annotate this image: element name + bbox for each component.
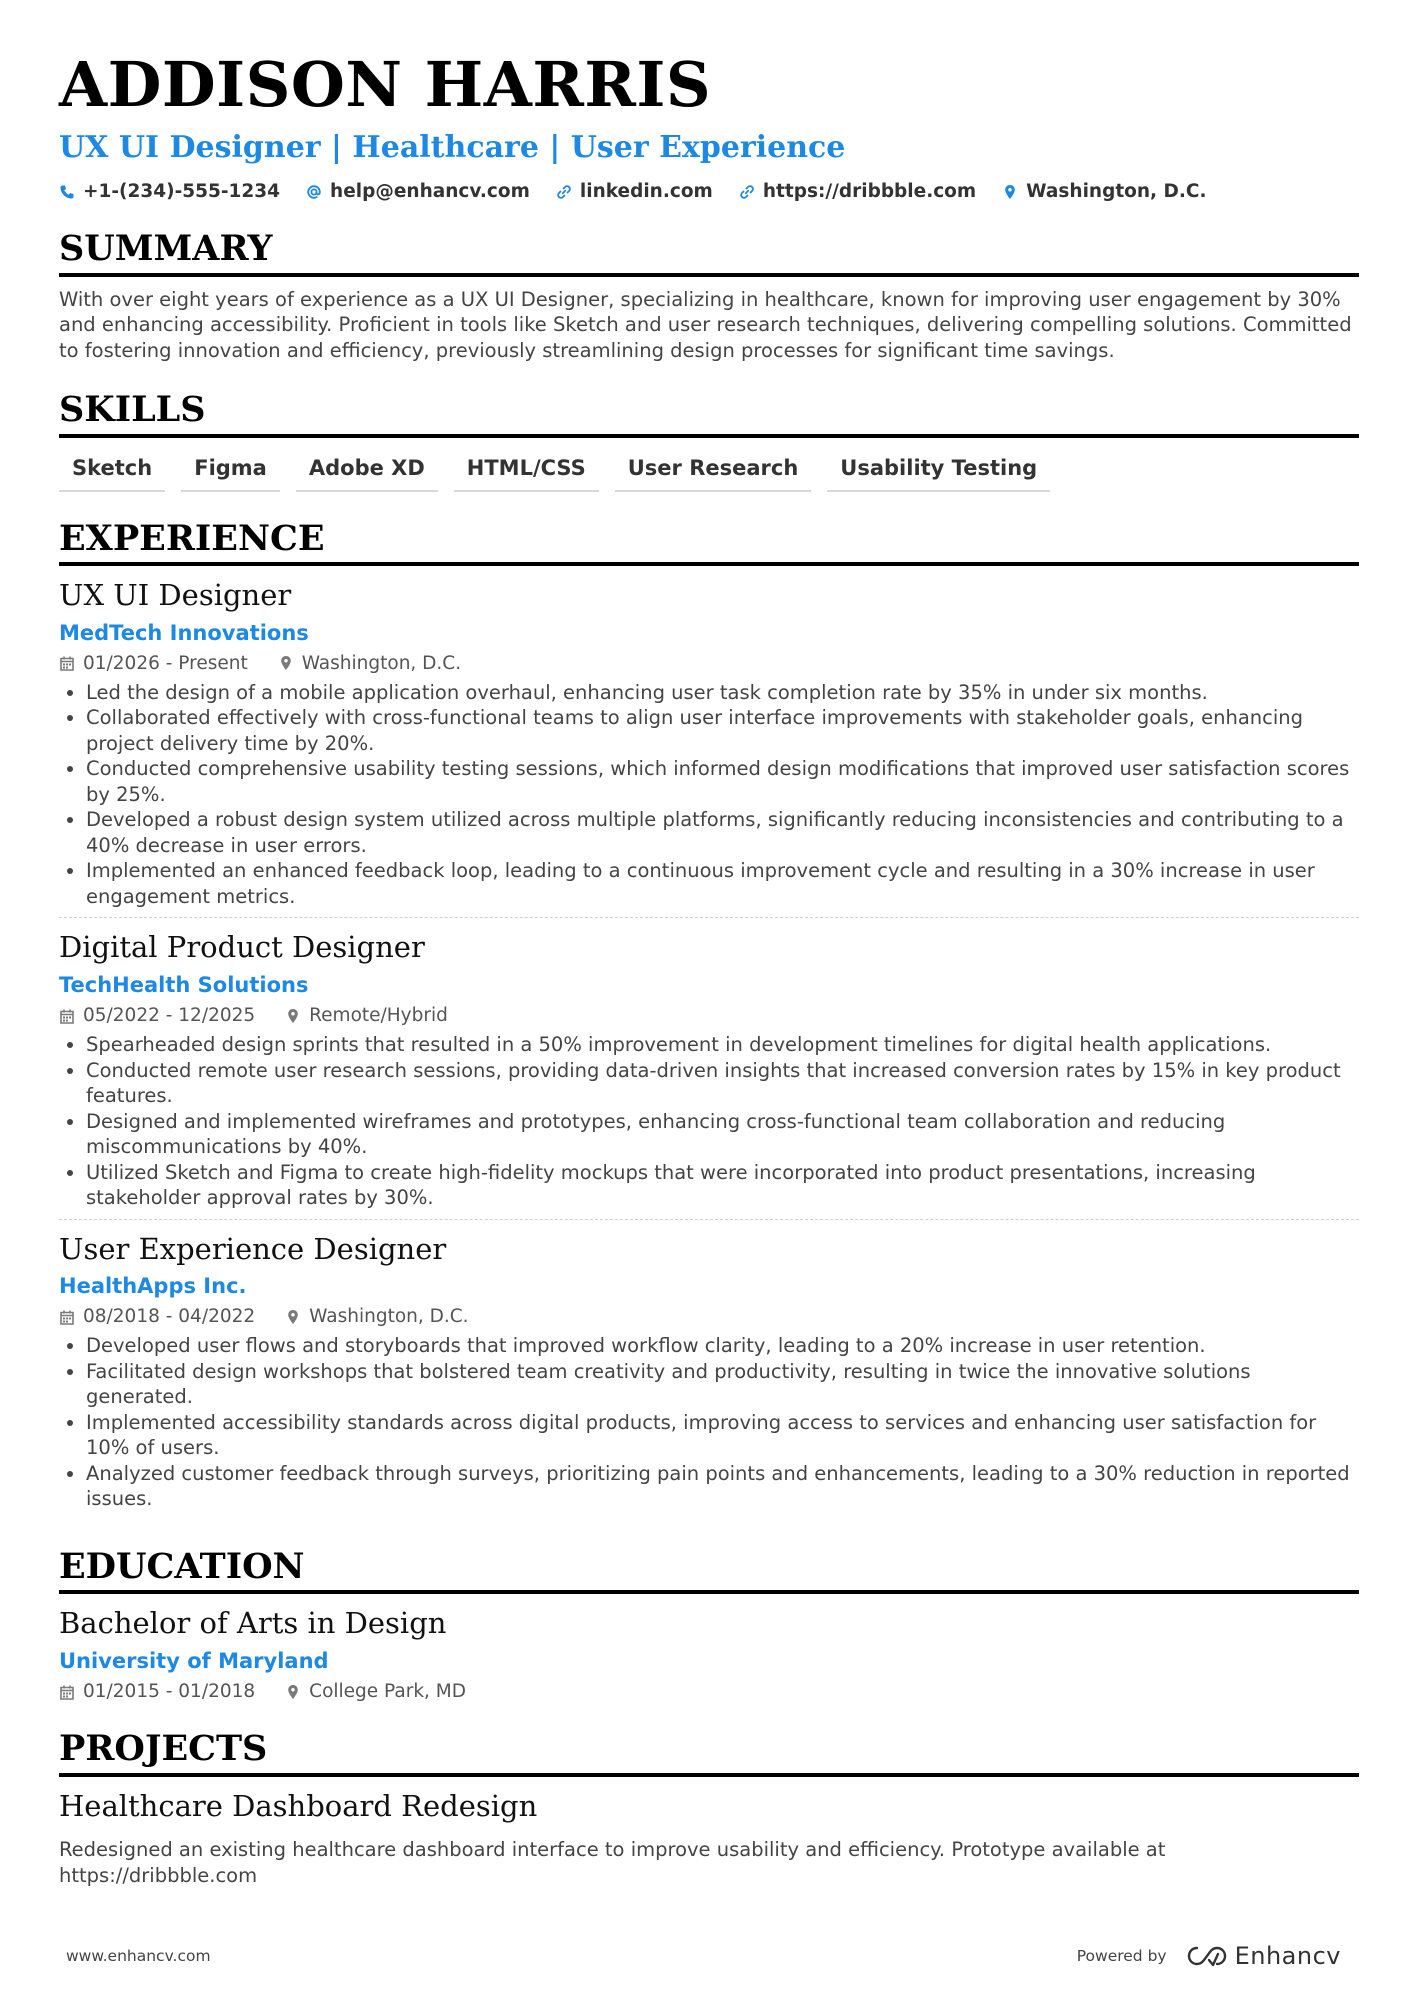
education-dates-text: 01/2015 - 01/2018 [83,1681,256,1703]
job-meta [59,1005,1359,1026]
powered-by [1077,1942,1341,1970]
job-bullets [59,1032,1359,1211]
section-title: EXPERIENCE [59,520,1359,567]
education-section [59,1545,1359,1703]
bullet-item: • Utilized Sketch and Figma to create high-fidelity mockups that were incorporated into product presentations, increasing stakeholder approval rates by 30%. [86,1160,1359,1211]
brand-logo[interactable] [1187,1942,1341,1970]
location-pin-icon [285,1008,301,1024]
location-pin-icon [278,655,294,671]
bullet-item: • Led the design of a mobile application overhaul, enhancing user task completion rate by 35% in under six months. [86,680,1359,706]
skill-tag: User Research [615,452,812,492]
bullet-item: • Designed and implemented wireframes and prototypes, enhancing cross-functional team collaboration and reducing miscommunications by 40%. [86,1109,1359,1160]
job-dates-text: 05/2022 - 12/2025 [83,1005,256,1027]
summary-section [59,230,1359,363]
contact-phone[interactable] [59,181,280,202]
project-title: Healthcare Dashboard Redesign [59,1788,538,1823]
project-description: Redesigned an existing healthcare dashboard interface to improve usability and efficiency. Prototype available at https://dribbble.com [59,1838,1166,1888]
job-title: UX UI Designer [59,578,292,612]
job-location-text: Washington, D.C. [301,652,462,674]
projects-section [59,1730,1359,1889]
skills-section [59,391,1359,492]
job-meta [59,1306,1359,1327]
contact-email[interactable] [306,181,530,202]
job-dates [59,653,248,674]
job-meta [59,653,1359,674]
job-dates-text: 08/2018 - 04/2022 [83,1306,256,1328]
job-title: Digital Product Designer [59,930,425,965]
skills-list [59,452,1359,492]
education-location [285,1681,466,1702]
brand-name: Enhancv [1234,1942,1341,1970]
bullet-item: • Developed user flows and storyboards that improved workflow clarity, leading to a 20% increase in user retention. [86,1333,1359,1359]
contact-linkedin[interactable] [556,181,713,202]
contact-location-text: Washington, D.C. [1026,181,1207,202]
job-dates-text: 01/2026 - Present [83,652,248,674]
degree-title: Bachelor of Arts in Design [59,1606,447,1641]
experience-section [59,517,1359,1520]
bullet-item: • Implemented an enhanced feedback loop, leading to a continuous improvement cycle and resulting in a 30% increase in user engagement metrics. [86,858,1359,909]
calendar-icon [59,1309,75,1325]
company-name: HealthApps Inc. [59,1274,247,1299]
bullet-item: • Implemented accessibility standards across digital products, improving access to services and enhancing user satisfaction for 10% of users. [86,1410,1359,1461]
bullet-item: • Collaborated effectively with cross-functional teams to align user interface improvements with stakeholder goals, enhancing project delivery time by 20%. [86,705,1359,756]
contact-email-text: help@enhancv.com [330,181,530,202]
job-location [285,1005,448,1026]
contact-bar [59,181,1359,202]
job-dates [59,1005,255,1026]
skill-tag: Figma [181,452,280,492]
skill-tag: Sketch [59,452,165,492]
job-location-text: Washington, D.C. [309,1306,469,1328]
location-pin-icon [285,1684,301,1700]
skill-tag: HTML/CSS [454,452,599,492]
section-title: SUMMARY [59,230,1359,277]
job-location-text: Remote/Hybrid [309,1005,448,1027]
experience-entry [59,930,1359,1219]
contact-dribbble[interactable] [739,181,976,202]
candidate-name: ADDISON HARRIS [59,48,712,121]
calendar-icon [59,1684,75,1700]
section-title: SKILLS [59,391,1359,438]
location-pin-icon [285,1309,301,1325]
job-bullets [59,1333,1359,1512]
contact-phone-text: +1-(234)-555-1234 [83,181,281,202]
page-footer [66,1942,1341,1970]
education-location-text: College Park, MD [309,1681,467,1703]
resume-page [59,42,1359,1889]
experience-entry [59,578,1359,918]
section-title: PROJECTS [59,1730,1359,1777]
education-meta [59,1681,1359,1702]
calendar-icon [59,1008,75,1024]
candidate-headline: UX UI Designer | Healthcare | User Experience [59,130,846,165]
at-icon [306,184,322,200]
job-title: User Experience Designer [59,1231,447,1266]
enhancv-logo-icon [1187,1945,1227,1967]
contact-location [1002,181,1206,202]
summary-text: With over eight years of experience as a UX UI Designer, specializing in healthcare, known for improving user engagement by 30% and enhancing accessibility. Proficient in tools like Sketch and user research techniques, delivering compelling solutions. Committed to fostering innovation and efficiency, previously streamlining design processes for significant time savings. [59,287,1352,362]
contact-linkedin-text: linkedin.com [579,181,713,202]
company-name: TechHealth Solutions [59,973,309,998]
location-pin-icon [1002,184,1018,200]
bullet-item: • Analyzed customer feedback through surveys, prioritizing pain points and enhancements, leading to a 30% reduction in reported issues. [86,1461,1359,1512]
job-location [278,653,461,674]
calendar-icon [59,655,75,671]
bullet-item: • Spearheaded design sprints that resulted in a 50% improvement in development timelines for digital health applications. [86,1032,1359,1058]
contact-dribbble-text: https://dribbble.com [762,181,977,202]
link-icon [739,184,755,200]
education-dates [59,1681,255,1702]
company-name: MedTech Innovations [59,620,309,645]
skill-tag: Adobe XD [296,452,438,492]
section-title: EDUCATION [59,1548,1359,1595]
job-dates [59,1306,255,1327]
job-bullets [59,680,1359,910]
bullet-item: • Conducted remote user research sessions, providing data-driven insights that increased conversion rates by 15% in key product features. [86,1058,1359,1109]
powered-by-label: Powered by [1076,1947,1167,1965]
bullet-item: • Facilitated design workshops that bolstered team creativity and productivity, resulting in twice the innovative solutions generated. [86,1359,1359,1410]
bullet-item: • Developed a robust design system utilized across multiple platforms, significantly reducing inconsistencies and contributing to a 40% decrease in user errors. [86,807,1359,858]
footer-website-link[interactable]: www.enhancv.com [66,1947,211,1965]
link-icon [556,184,572,200]
skill-tag: Usability Testing [827,452,1050,492]
job-location [285,1306,468,1327]
school-name: University of Maryland [59,1649,329,1674]
phone-icon [59,184,75,200]
experience-entry [59,1232,1359,1520]
bullet-item: • Conducted comprehensive usability testing sessions, which informed design modifications that improved user satisfaction scores by 25%. [86,756,1359,807]
